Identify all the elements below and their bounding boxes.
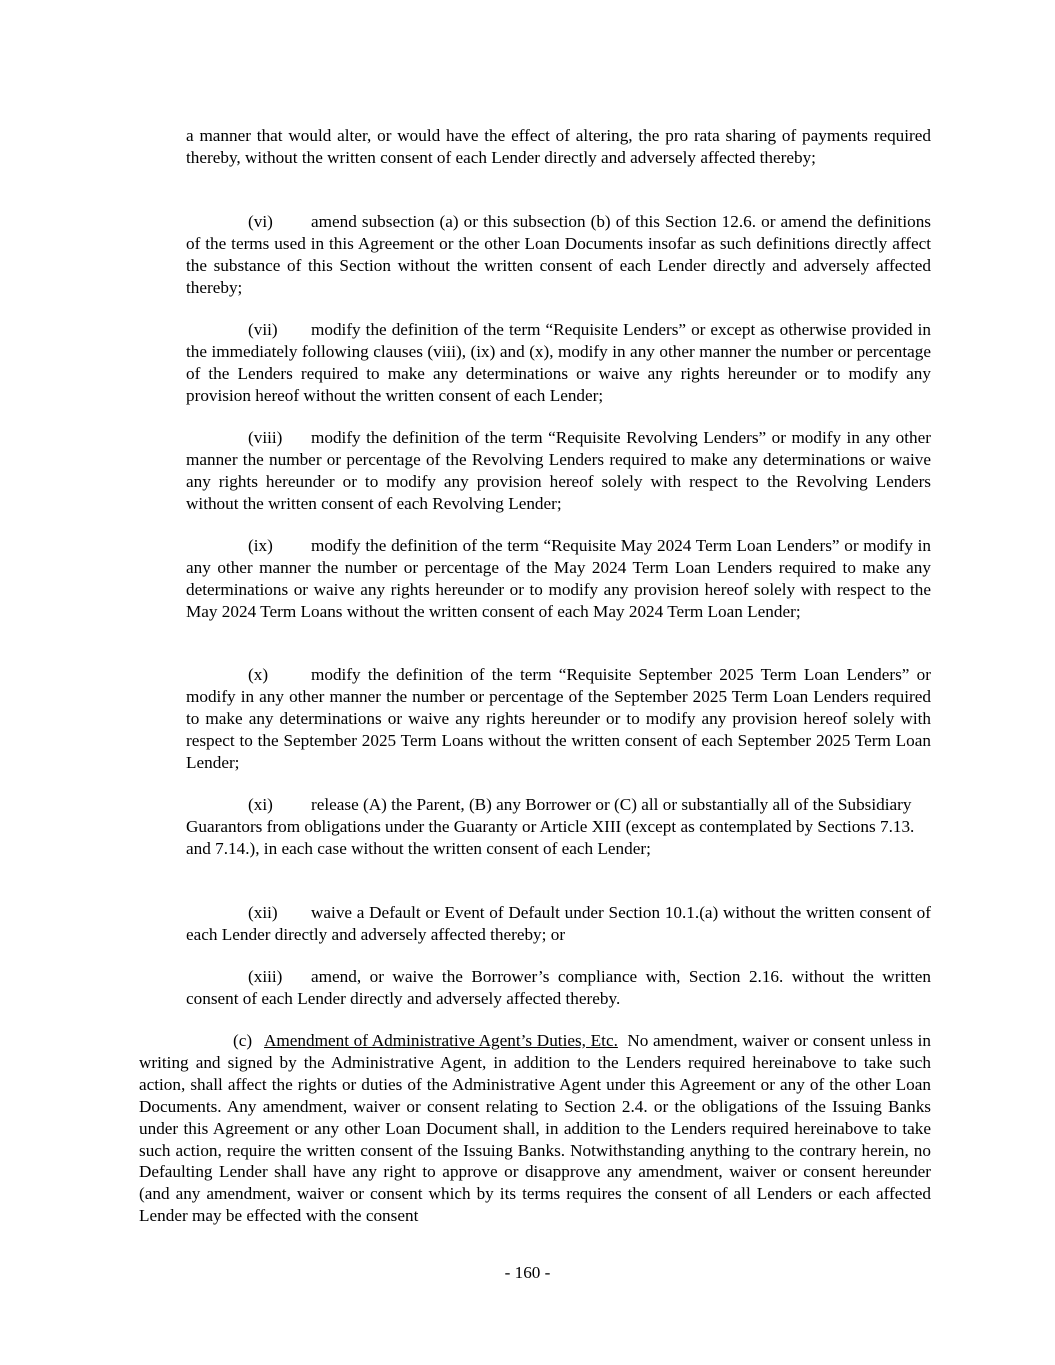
- clause-text: amend, or waive the Borrower’s compliance with, Section 2.16. without the written consent of each Lender directly and adversely affected thereby.: [186, 967, 931, 1008]
- clause-xi: [186, 794, 931, 860]
- section-c-label: (c): [233, 1031, 253, 1050]
- section-c-paragraph: [139, 1030, 931, 1227]
- clause-label: (viii): [248, 428, 283, 447]
- clause-text: modify the definition of the term “Requisite Lenders” or except as otherwise provided in the immediately following clauses (viii), (ix) and (x), modify in any other manner the number or percentage of the Lenders required to make any determinations or waive any rights hereunder or to modify any provision hereof without the written consent of each Lender;: [186, 320, 931, 405]
- page-number: - 160 -: [504, 1263, 551, 1282]
- clause-label: (xiii): [248, 967, 283, 986]
- clause-label: (x): [248, 665, 269, 684]
- clause-label: (vii): [248, 320, 278, 339]
- clause-xii: [186, 902, 931, 946]
- clause-vii: [186, 319, 931, 407]
- clause-vi: [186, 211, 931, 299]
- clause-x: [186, 664, 931, 774]
- continuation-paragraph: a manner that would alter, or would have the effect of altering, the pro rata sharing of payments required thereby, without the written consent of each Lender directly and adversely affected thereby;: [186, 126, 931, 167]
- clause-label: (ix): [248, 536, 273, 555]
- clause-text: modify the definition of the term “Requisite May 2024 Term Loan Lenders” or modify in any other manner the number or percentage of the May 2024 Term Loan Lenders required to make any determinations or waive any rights hereunder or to modify any provision hereof solely with respect to the May 2024 Term Loans without the written consent of each May 2024 Term Loan Lender;: [186, 536, 931, 621]
- clause-text: modify the definition of the term “Requisite Revolving Lenders” or modify in any other manner the number or percentage of the Revolving Lenders required to make any determinations or waive any rights hereunder or to modify any provision hereof solely with respect to the Revolving Lenders without the written consent of each Revolving Lender;: [186, 428, 931, 513]
- section-c-heading: Amendment of Administrative Agent’s Duties, Etc.: [264, 1031, 618, 1050]
- clause-text: amend subsection (a) or this subsection (b) of this Section 12.6. or amend the definitions of the terms used in this Agreement or the other Loan Documents insofar as such definitions directly affect the substance of this Section without the written consent of each Lender directly and adversely affected thereby;: [186, 212, 931, 297]
- clause-text: waive a Default or Event of Default under Section 10.1.(a) without the written consent of each Lender directly and adversely affected thereby; or: [186, 903, 931, 944]
- clause-label: (xi): [248, 795, 273, 814]
- clause-text: modify the definition of the term “Requisite September 2025 Term Loan Lenders” or modify in any other manner the number or percentage of the September 2025 Term Loan Lenders required to make any determinations or waive any rights hereunder or to modify any provision hereof solely with respect to the September 2025 Term Loans without the written consent of each September 2025 Term Loan Lender;: [186, 665, 931, 772]
- clause-label: (vi): [248, 212, 273, 231]
- clause-ix: [186, 535, 931, 623]
- clause-label: (xii): [248, 903, 278, 922]
- clause-text: release (A) the Parent, (B) any Borrower or (C) all or substantially all of the Subsidiary Guarantors from obligations under the Guaranty or Article XIII (except as contemplated by Sections 7.13. and 7.14.), in each case without the written consent of each Lender;: [186, 795, 915, 858]
- clause-xiii: [186, 966, 931, 1010]
- section-c-text: No amendment, waiver or consent unless in writing and signed by the Administrative Agent, in addition to the Lenders required hereinabove to take such action, shall affect the rights or duties of the Administrative Agent under this Agreement or any of the other Loan Documents. Any amendment, waiver or consent relating to Section 2.4. or the obligations of the Issuing Banks under this Agreement or any other Loan Document shall, in addition to the Lenders required hereinabove to take such action, require the written consent of the Issuing Banks. Notwithstanding anything to the contrary herein, no Defaulting Lender shall have any right to approve or disapprove any amendment, waiver or consent hereunder (and any amendment, waiver or consent which by its terms requires the consent of all Lenders or each affected Lender may be effected with the consent: [139, 1031, 932, 1226]
- clause-viii: [186, 427, 931, 515]
